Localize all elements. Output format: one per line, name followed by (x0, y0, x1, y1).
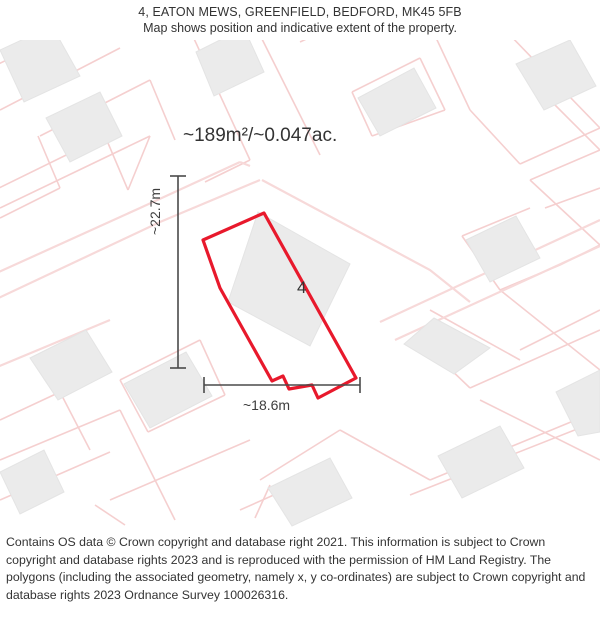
horizontal-dimension-label: ~18.6m (243, 397, 291, 413)
vertical-dimension-label: ~22.7m (147, 187, 163, 235)
page-subtitle: Map shows position and indicative extent of the property. (143, 21, 457, 35)
area-label: ~189m²/~0.047ac. (183, 125, 338, 146)
page-header (0, 0, 600, 40)
page-title: 4, EATON MEWS, GREENFIELD, BEDFORD, MK45 5FB (138, 5, 462, 19)
map-canvas[interactable] (0, 40, 600, 528)
copyright-footer: Contains OS data © Crown copyright and database right 2021. This information is subject to Crown copyright and database rights 2023 and is reproduced with the permission of HM Land Registry. The polygons (including the associated geometry, namely x, y co-ordinates) are subject to Crown copyright and database rights 2023 Ordnance Survey 100026316. (6, 535, 586, 602)
plot-number-label: 4 (297, 278, 307, 297)
